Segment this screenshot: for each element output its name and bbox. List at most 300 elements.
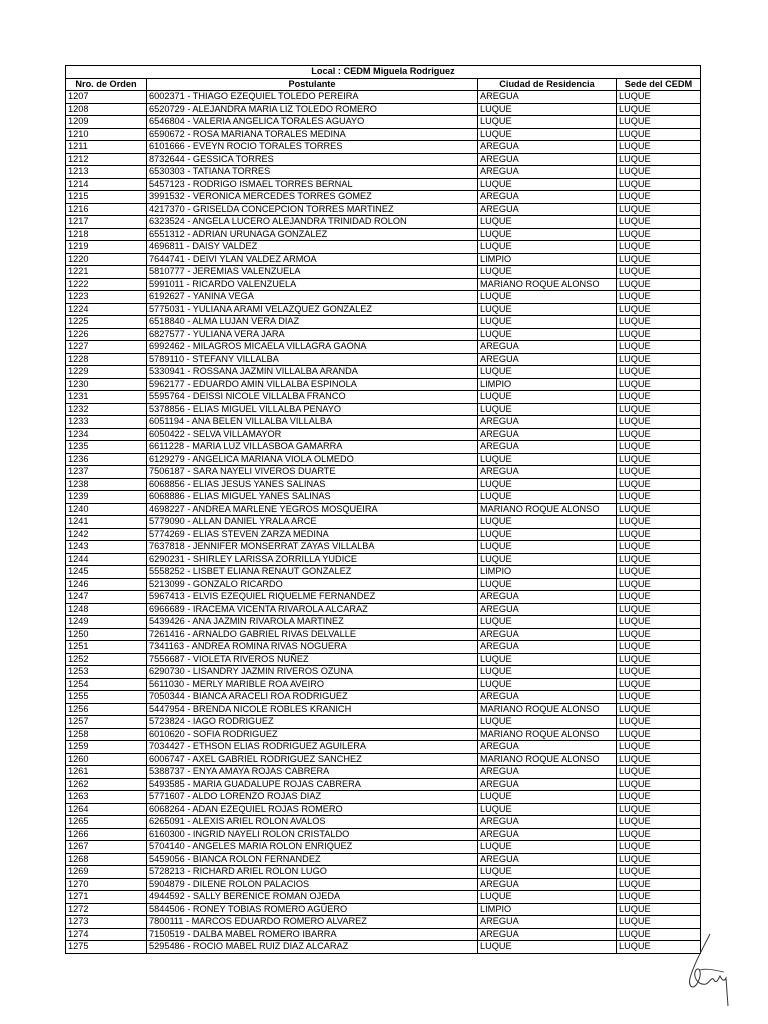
cell-sede: LUQUE xyxy=(617,516,701,529)
cell-post: 5595764 - DEISSI NICOLE VILLALBA FRANCO xyxy=(147,391,478,404)
cell-nro: 1235 xyxy=(66,441,147,454)
table-row xyxy=(66,328,701,341)
cell-sede: LUQUE xyxy=(617,166,701,179)
cell-sede: LUQUE xyxy=(617,328,701,341)
table-row xyxy=(66,503,701,516)
cell-ciudad: LIMPIO xyxy=(478,253,617,266)
cell-nro: 1227 xyxy=(66,341,147,354)
header-ciudad: Ciudad de Residencia xyxy=(478,78,617,91)
cell-post: 6518840 - ALMA LUJAN VERA DIAZ xyxy=(147,316,478,329)
cell-post: 6068856 - ELIAS JESUS YANES SALINAS xyxy=(147,478,478,491)
cell-nro: 1257 xyxy=(66,716,147,729)
cell-nro: 1265 xyxy=(66,816,147,829)
cell-sede: LUQUE xyxy=(617,603,701,616)
cell-post: 7637818 - JENNIFER MONSERRAT ZAYAS VILLALBA xyxy=(147,541,478,554)
cell-ciudad: LUQUE xyxy=(478,478,617,491)
table-row xyxy=(66,316,701,329)
cell-sede: LUQUE xyxy=(617,816,701,829)
cell-nro: 1213 xyxy=(66,166,147,179)
cell-post: 5447954 - BRENDA NICOLE ROBLES KRANICH xyxy=(147,703,478,716)
cell-nro: 1220 xyxy=(66,253,147,266)
cell-nro: 1252 xyxy=(66,653,147,666)
cell-ciudad: LUQUE xyxy=(478,666,617,679)
cell-sede: LUQUE xyxy=(617,741,701,754)
cell-nro: 1274 xyxy=(66,928,147,941)
cell-ciudad: AREGUA xyxy=(478,203,617,216)
table-row xyxy=(66,791,701,804)
cell-ciudad: LUQUE xyxy=(478,228,617,241)
cell-sede: LUQUE xyxy=(617,891,701,904)
cell-ciudad: AREGUA xyxy=(478,916,617,929)
table-row xyxy=(66,153,701,166)
cell-post: 6530303 - TATIANA TORRES xyxy=(147,166,478,179)
cell-ciudad: AREGUA xyxy=(478,741,617,754)
cell-sede: LUQUE xyxy=(617,803,701,816)
cell-nro: 1222 xyxy=(66,278,147,291)
cell-nro: 1240 xyxy=(66,503,147,516)
cell-ciudad: LUQUE xyxy=(478,328,617,341)
cell-post: 6551312 - ADRIAN URUNAGA GONZALEZ xyxy=(147,228,478,241)
cell-ciudad: AREGUA xyxy=(478,816,617,829)
cell-post: 6611228 - MARIA LUZ VILLASBOA GAMARRA xyxy=(147,441,478,454)
table-row xyxy=(66,91,701,104)
cell-nro: 1270 xyxy=(66,878,147,891)
cell-post: 7050344 - BIANCA ARACELI ROA RODRIGUEZ xyxy=(147,691,478,704)
cell-ciudad: LUQUE xyxy=(478,716,617,729)
cell-sede: LUQUE xyxy=(617,453,701,466)
cell-sede: LUQUE xyxy=(617,866,701,879)
cell-nro: 1228 xyxy=(66,353,147,366)
cell-nro: 1250 xyxy=(66,628,147,641)
cell-sede: LUQUE xyxy=(617,253,701,266)
cell-nro: 1259 xyxy=(66,741,147,754)
cell-sede: LUQUE xyxy=(617,466,701,479)
table-row xyxy=(66,291,701,304)
table-body xyxy=(66,91,701,954)
cell-ciudad: AREGUA xyxy=(478,928,617,941)
table-row xyxy=(66,453,701,466)
cell-nro: 1226 xyxy=(66,328,147,341)
cell-ciudad: LUQUE xyxy=(478,316,617,329)
header-sede: Sede del CEDM xyxy=(617,78,701,91)
cell-nro: 1261 xyxy=(66,766,147,779)
cell-nro: 1234 xyxy=(66,428,147,441)
cell-post: 6323524 - ANGELA LUCERO ALEJANDRA TRINIDAD ROLON xyxy=(147,216,478,229)
cell-post: 4698227 - ANDREA MARLENE YEGROS MOSQUEIRA xyxy=(147,503,478,516)
table-row xyxy=(66,603,701,616)
cell-ciudad: AREGUA xyxy=(478,603,617,616)
cell-sede: LUQUE xyxy=(617,391,701,404)
cell-nro: 1215 xyxy=(66,191,147,204)
cell-sede: LUQUE xyxy=(617,853,701,866)
table-row xyxy=(66,678,701,691)
table-row xyxy=(66,691,701,704)
table-row xyxy=(66,353,701,366)
cell-ciudad: LUQUE xyxy=(478,453,617,466)
table-row xyxy=(66,491,701,504)
cell-nro: 1224 xyxy=(66,303,147,316)
cell-nro: 1229 xyxy=(66,366,147,379)
cell-sede: LUQUE xyxy=(617,628,701,641)
cell-ciudad: LUQUE xyxy=(478,616,617,629)
cell-post: 4944592 - SALLY BERENICE ROMAN OJEDA xyxy=(147,891,478,904)
cell-post: 5962177 - EDUARDO AMIN VILLALBA ESPINOLA xyxy=(147,378,478,391)
cell-ciudad: LUQUE xyxy=(478,841,617,854)
cell-post: 6966689 - IRACEMA VICENTA RIVAROLA ALCARAZ xyxy=(147,603,478,616)
roster-table xyxy=(65,65,701,954)
cell-ciudad: LUQUE xyxy=(478,653,617,666)
table-row xyxy=(66,441,701,454)
cell-post: 7341163 - ANDREA ROMINA RIVAS NOGUERA xyxy=(147,641,478,654)
cell-nro: 1217 xyxy=(66,216,147,229)
cell-post: 6992462 - MILAGROS MICAELA VILLAGRA GAONA xyxy=(147,341,478,354)
cell-nro: 1254 xyxy=(66,678,147,691)
cell-ciudad: LUQUE xyxy=(478,178,617,191)
cell-nro: 1275 xyxy=(66,941,147,954)
cell-post: 7034427 - ETHSON ELIAS RODRIGUEZ AGUILERA xyxy=(147,741,478,754)
cell-post: 6002371 - THIAGO EZEQUIEL TOLEDO PEREIRA xyxy=(147,91,478,104)
cell-post: 3991532 - VERONICA MERCEDES TORRES GOMEZ xyxy=(147,191,478,204)
cell-post: 6192627 - YANINA VEGA xyxy=(147,291,478,304)
cell-nro: 1232 xyxy=(66,403,147,416)
header-postulante: Postulante xyxy=(147,78,478,91)
table-row xyxy=(66,591,701,604)
cell-ciudad: LIMPIO xyxy=(478,903,617,916)
cell-post: 6050422 - SELVA VILLAMAYOR xyxy=(147,428,478,441)
cell-post: 8732644 - GESSICA TORRES xyxy=(147,153,478,166)
table-row xyxy=(66,216,701,229)
cell-ciudad: AREGUA xyxy=(478,766,617,779)
cell-ciudad: AREGUA xyxy=(478,153,617,166)
cell-nro: 1237 xyxy=(66,466,147,479)
cell-sede: LUQUE xyxy=(617,653,701,666)
cell-nro: 1207 xyxy=(66,91,147,104)
cell-sede: LUQUE xyxy=(617,666,701,679)
cell-sede: LUQUE xyxy=(617,191,701,204)
cell-sede: LUQUE xyxy=(617,878,701,891)
cell-post: 5771607 - ALDO LORENZO ROJAS DIAZ xyxy=(147,791,478,804)
local-title: Local : CEDM Miguela Rodriguez xyxy=(66,66,701,79)
cell-nro: 1225 xyxy=(66,316,147,329)
cell-sede: LUQUE xyxy=(617,378,701,391)
table-row xyxy=(66,841,701,854)
table-row xyxy=(66,478,701,491)
cell-sede: LUQUE xyxy=(617,316,701,329)
cell-nro: 1233 xyxy=(66,416,147,429)
header-nro-orden: Nro. de Orden xyxy=(66,78,147,91)
cell-post: 5775031 - YULIANA ARAMI VELAZQUEZ GONZALEZ xyxy=(147,303,478,316)
table-row xyxy=(66,766,701,779)
table-row xyxy=(66,466,701,479)
cell-ciudad: LUQUE xyxy=(478,791,617,804)
cell-nro: 1214 xyxy=(66,178,147,191)
cell-sede: LUQUE xyxy=(617,178,701,191)
local-title-row xyxy=(66,66,701,79)
table-row xyxy=(66,528,701,541)
cell-post: 5439426 - ANA JAZMIN RIVAROLA MARTINEZ xyxy=(147,616,478,629)
cell-nro: 1243 xyxy=(66,541,147,554)
cell-ciudad: AREGUA xyxy=(478,778,617,791)
cell-post: 5967413 - ELVIS EZEQUIEL RIQUELME FERNANDEZ xyxy=(147,591,478,604)
cell-nro: 1256 xyxy=(66,703,147,716)
cell-post: 5904879 - DILENE ROLON PALACIOS xyxy=(147,878,478,891)
cell-post: 4696811 - DAISY VALDEZ xyxy=(147,241,478,254)
cell-sede: LUQUE xyxy=(617,553,701,566)
cell-ciudad: AREGUA xyxy=(478,191,617,204)
cell-sede: LUQUE xyxy=(617,141,701,154)
cell-ciudad: AREGUA xyxy=(478,828,617,841)
header-row xyxy=(66,78,701,91)
table-row xyxy=(66,228,701,241)
table-row xyxy=(66,928,701,941)
cell-sede: LUQUE xyxy=(617,566,701,579)
table-row xyxy=(66,141,701,154)
cell-sede: LUQUE xyxy=(617,278,701,291)
cell-post: 6006747 - AXEL GABRIEL RODRIGUEZ SANCHEZ xyxy=(147,753,478,766)
table-row xyxy=(66,428,701,441)
cell-sede: LUQUE xyxy=(617,366,701,379)
cell-sede: LUQUE xyxy=(617,416,701,429)
table-row xyxy=(66,116,701,129)
cell-nro: 1210 xyxy=(66,128,147,141)
cell-nro: 1263 xyxy=(66,791,147,804)
cell-sede: LUQUE xyxy=(617,478,701,491)
cell-ciudad: MARIANO ROQUE ALONSO xyxy=(478,703,617,716)
cell-nro: 1242 xyxy=(66,528,147,541)
cell-sede: LUQUE xyxy=(617,228,701,241)
cell-sede: LUQUE xyxy=(617,241,701,254)
cell-sede: LUQUE xyxy=(617,216,701,229)
cell-nro: 1249 xyxy=(66,616,147,629)
table-row xyxy=(66,253,701,266)
cell-post: 7506187 - SARA NAYELI VIVEROS DUARTE xyxy=(147,466,478,479)
cell-post: 7556687 - VIOLETA RIVEROS NUÑEZ xyxy=(147,653,478,666)
cell-nro: 1253 xyxy=(66,666,147,679)
table-row xyxy=(66,303,701,316)
cell-sede: LUQUE xyxy=(617,503,701,516)
cell-post: 6068886 - ELIAS MIGUEL YANES SALINAS xyxy=(147,491,478,504)
cell-sede: LUQUE xyxy=(617,591,701,604)
cell-ciudad: LUQUE xyxy=(478,553,617,566)
cell-sede: LUQUE xyxy=(617,116,701,129)
table-row xyxy=(66,578,701,591)
cell-post: 5493585 - MARIA GUADALUPE ROJAS CABRERA xyxy=(147,778,478,791)
cell-ciudad: LUQUE xyxy=(478,678,617,691)
cell-nro: 1248 xyxy=(66,603,147,616)
table-row xyxy=(66,203,701,216)
cell-sede: LUQUE xyxy=(617,353,701,366)
cell-post: 7644741 - DEIVI YLAN VALDEZ ARMOA xyxy=(147,253,478,266)
table-row xyxy=(66,666,701,679)
table-row xyxy=(66,403,701,416)
table-row xyxy=(66,516,701,529)
cell-nro: 1212 xyxy=(66,153,147,166)
cell-sede: LUQUE xyxy=(617,916,701,929)
table-row xyxy=(66,803,701,816)
table-row xyxy=(66,853,701,866)
cell-ciudad: LUQUE xyxy=(478,941,617,954)
cell-ciudad: LUQUE xyxy=(478,516,617,529)
table-row xyxy=(66,891,701,904)
cell-sede: LUQUE xyxy=(617,941,701,954)
cell-nro: 1264 xyxy=(66,803,147,816)
cell-nro: 1219 xyxy=(66,241,147,254)
cell-ciudad: LUQUE xyxy=(478,266,617,279)
cell-sede: LUQUE xyxy=(617,641,701,654)
table-row xyxy=(66,553,701,566)
cell-post: 5457123 - RODRIGO ISMAEL TORRES BERNAL xyxy=(147,178,478,191)
cell-post: 6590672 - ROSA MARIANA TORALES MEDINA xyxy=(147,128,478,141)
cell-nro: 1236 xyxy=(66,453,147,466)
table-row xyxy=(66,628,701,641)
cell-ciudad: AREGUA xyxy=(478,691,617,704)
cell-post: 6265091 - ALEXIS ARIEL ROLON AVALOS xyxy=(147,816,478,829)
cell-ciudad: LUQUE xyxy=(478,528,617,541)
cell-post: 5611030 - MERLY MARIBLE ROA AVEIRO xyxy=(147,678,478,691)
table-row xyxy=(66,341,701,354)
cell-ciudad: AREGUA xyxy=(478,591,617,604)
table-row xyxy=(66,566,701,579)
cell-nro: 1246 xyxy=(66,578,147,591)
cell-post: 6129279 - ANGELICA MARIANA VIOLA OLMEDO xyxy=(147,453,478,466)
cell-post: 5774269 - ELIAS STEVEN ZARZA MEDINA xyxy=(147,528,478,541)
table-row xyxy=(66,391,701,404)
cell-ciudad: LUQUE xyxy=(478,116,617,129)
cell-ciudad: LUQUE xyxy=(478,491,617,504)
cell-ciudad: LUQUE xyxy=(478,103,617,116)
cell-post: 5844506 - RONEY TOBIAS ROMERO AGÜERO xyxy=(147,903,478,916)
cell-sede: LUQUE xyxy=(617,303,701,316)
table-row xyxy=(66,741,701,754)
cell-nro: 1216 xyxy=(66,203,147,216)
cell-ciudad: LUQUE xyxy=(478,403,617,416)
cell-sede: LUQUE xyxy=(617,841,701,854)
cell-sede: LUQUE xyxy=(617,491,701,504)
cell-sede: LUQUE xyxy=(617,153,701,166)
cell-ciudad: LUQUE xyxy=(478,291,617,304)
cell-nro: 1231 xyxy=(66,391,147,404)
cell-ciudad: AREGUA xyxy=(478,466,617,479)
cell-post: 6101666 - EVEYN ROCIO TORALES TORRES xyxy=(147,141,478,154)
cell-ciudad: LIMPIO xyxy=(478,378,617,391)
cell-ciudad: MARIANO ROQUE ALONSO xyxy=(478,278,617,291)
cell-nro: 1271 xyxy=(66,891,147,904)
cell-sede: LUQUE xyxy=(617,691,701,704)
cell-sede: LUQUE xyxy=(617,728,701,741)
table-row xyxy=(66,641,701,654)
cell-nro: 1221 xyxy=(66,266,147,279)
cell-ciudad: LUQUE xyxy=(478,241,617,254)
cell-sede: LUQUE xyxy=(617,403,701,416)
table-row xyxy=(66,266,701,279)
cell-post: 5378856 - ELIAS MIGUEL VILLALBA PENAYO xyxy=(147,403,478,416)
cell-nro: 1230 xyxy=(66,378,147,391)
table-row xyxy=(66,778,701,791)
cell-nro: 1273 xyxy=(66,916,147,929)
cell-post: 5789110 - STEFANY VILLALBA xyxy=(147,353,478,366)
cell-ciudad: LUQUE xyxy=(478,541,617,554)
cell-sede: LUQUE xyxy=(617,341,701,354)
cell-ciudad: AREGUA xyxy=(478,878,617,891)
cell-ciudad: LUQUE xyxy=(478,216,617,229)
cell-post: 6010620 - SOFIA RODRIGUEZ xyxy=(147,728,478,741)
cell-post: 5213099 - GONZALO RICARDO xyxy=(147,578,478,591)
cell-post: 5388737 - ENYA AMAYA ROJAS CABRERA xyxy=(147,766,478,779)
cell-sede: LUQUE xyxy=(617,716,701,729)
cell-ciudad: LIMPIO xyxy=(478,566,617,579)
cell-nro: 1268 xyxy=(66,853,147,866)
cell-post: 6051194 - ANA BELEN VILLALBA VILLALBA xyxy=(147,416,478,429)
cell-ciudad: MARIANO ROQUE ALONSO xyxy=(478,753,617,766)
table-row xyxy=(66,866,701,879)
cell-ciudad: AREGUA xyxy=(478,641,617,654)
table-row xyxy=(66,728,701,741)
cell-ciudad: LUQUE xyxy=(478,578,617,591)
cell-nro: 1258 xyxy=(66,728,147,741)
table-row xyxy=(66,653,701,666)
cell-post: 4217370 - GRISELDA CONCEPCION TORRES MARTINEZ xyxy=(147,203,478,216)
cell-ciudad: MARIANO ROQUE ALONSO xyxy=(478,503,617,516)
cell-sede: LUQUE xyxy=(617,203,701,216)
cell-ciudad: LUQUE xyxy=(478,803,617,816)
cell-ciudad: AREGUA xyxy=(478,166,617,179)
cell-sede: LUQUE xyxy=(617,128,701,141)
cell-ciudad: LUQUE xyxy=(478,128,617,141)
table-row xyxy=(66,916,701,929)
cell-sede: LUQUE xyxy=(617,703,701,716)
table-row xyxy=(66,378,701,391)
cell-ciudad: LUQUE xyxy=(478,866,617,879)
cell-ciudad: AREGUA xyxy=(478,141,617,154)
cell-nro: 1266 xyxy=(66,828,147,841)
cell-post: 6290231 - SHIRLEY LARISSA ZORRILLA YUDICE xyxy=(147,553,478,566)
cell-sede: LUQUE xyxy=(617,541,701,554)
cell-nro: 1241 xyxy=(66,516,147,529)
cell-ciudad: LUQUE xyxy=(478,891,617,904)
cell-sede: LUQUE xyxy=(617,766,701,779)
cell-nro: 1267 xyxy=(66,841,147,854)
table-row xyxy=(66,416,701,429)
table-row xyxy=(66,541,701,554)
cell-nro: 1245 xyxy=(66,566,147,579)
cell-sede: LUQUE xyxy=(617,778,701,791)
table-row xyxy=(66,828,701,841)
cell-post: 5779090 - ALLAN DANIEL YRALA ARCE xyxy=(147,516,478,529)
table-row xyxy=(66,166,701,179)
cell-nro: 1223 xyxy=(66,291,147,304)
cell-post: 5810777 - JEREMIAS VALENZUELA xyxy=(147,266,478,279)
cell-sede: LUQUE xyxy=(617,678,701,691)
cell-nro: 1260 xyxy=(66,753,147,766)
table-row xyxy=(66,941,701,954)
cell-post: 6160300 - INGRID NAYELI ROLON CRISTALDO xyxy=(147,828,478,841)
cell-ciudad: MARIANO ROQUE ALONSO xyxy=(478,728,617,741)
cell-post: 7800111 - MARCOS EDUARDO ROMERO ALVAREZ xyxy=(147,916,478,929)
cell-post: 6546804 - VALERIA ANGELICA TORALES AGUAYO xyxy=(147,116,478,129)
cell-sede: LUQUE xyxy=(617,528,701,541)
table-row xyxy=(66,278,701,291)
cell-ciudad: AREGUA xyxy=(478,428,617,441)
table-row xyxy=(66,753,701,766)
cell-post: 5728213 - RICHARD ARIEL ROLON LUGO xyxy=(147,866,478,879)
cell-nro: 1247 xyxy=(66,591,147,604)
cell-nro: 1239 xyxy=(66,491,147,504)
cell-sede: LUQUE xyxy=(617,616,701,629)
cell-post: 5295486 - ROCIO MABEL RUIZ DIAZ ALCARAZ xyxy=(147,941,478,954)
cell-sede: LUQUE xyxy=(617,791,701,804)
cell-nro: 1211 xyxy=(66,141,147,154)
cell-sede: LUQUE xyxy=(617,266,701,279)
